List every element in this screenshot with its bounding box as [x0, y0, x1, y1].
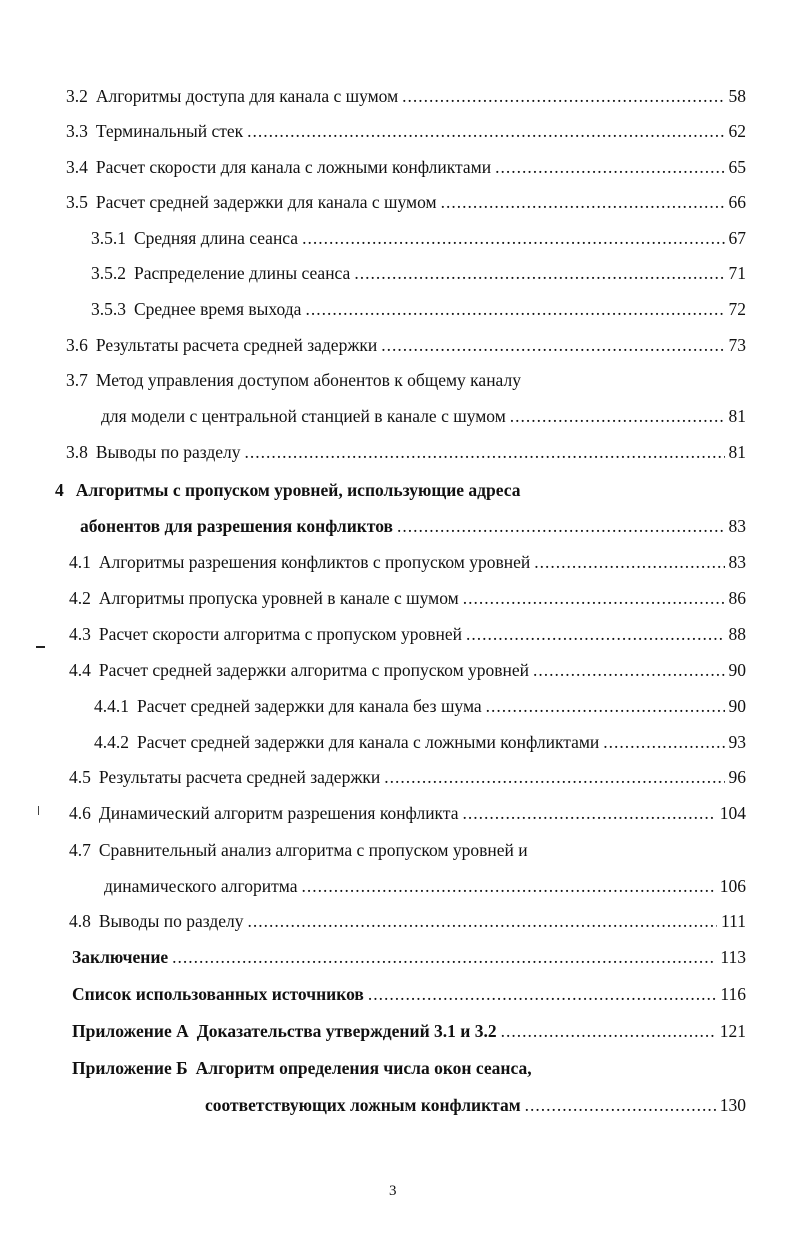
toc-entry-4-cont[interactable] [80, 514, 746, 538]
scan-mark [36, 646, 45, 648]
toc-title: Результаты расчета средней задержки [95, 335, 378, 355]
toc-title: Алгоритмы доступа для канала с шумом [95, 86, 399, 106]
toc-page: 67 [728, 228, 746, 248]
toc-title: Расчет средней задержки алгоритма с пропуском уровней [98, 660, 530, 680]
toc-number: 4.7 [69, 840, 91, 860]
toc-entry-appendix-a[interactable] [72, 1019, 746, 1043]
leader-dots [402, 84, 724, 108]
toc-entry-4-7-cont[interactable] [104, 874, 746, 898]
leader-dots [510, 404, 725, 428]
toc-number: 3.5.3 [91, 299, 126, 319]
toc-page: 93 [728, 732, 746, 752]
toc-title: Расчет средней задержки для канала без шума [137, 696, 482, 716]
toc-number: Приложение А [72, 1021, 189, 1041]
toc-page: 90 [728, 660, 746, 680]
toc-title: Выводы по разделу [95, 442, 241, 462]
toc-page: 113 [720, 947, 746, 967]
toc-title: Алгоритм определения числа окон сеанса, [195, 1058, 532, 1078]
toc-title: Список использованных источников [72, 984, 364, 1004]
toc-page: 121 [719, 1021, 746, 1041]
leader-dots [172, 945, 716, 969]
leader-dots [381, 333, 724, 357]
toc-title: Выводы по разделу [98, 911, 244, 931]
toc-title: Результаты расчета средней задержки [98, 767, 381, 787]
toc-number: 3.5.1 [91, 228, 126, 248]
toc-number: 3.2 [66, 86, 88, 106]
leader-dots [384, 765, 724, 789]
leader-dots [603, 730, 724, 754]
toc-page: 96 [728, 767, 746, 787]
toc-entry-4-4[interactable] [69, 658, 746, 682]
toc-title: Алгоритмы разрешения конфликтов с пропуском уровней [98, 552, 531, 572]
toc-page: 130 [719, 1095, 746, 1115]
toc-entry-3-7[interactable] [66, 368, 746, 392]
toc-title-cont: динамического алгоритма [104, 876, 298, 896]
toc-title: Расчет скорости для канала с ложными конфликтами [95, 157, 492, 177]
toc-title: Алгоритмы с пропуском уровней, использующие адреса [75, 480, 521, 500]
toc-number: 3.4 [66, 157, 88, 177]
toc-page: 83 [728, 516, 746, 536]
toc-entry-4-1[interactable] [69, 550, 746, 574]
toc-page: 111 [721, 911, 746, 931]
toc-entry-3-5-1[interactable] [91, 226, 746, 250]
leader-dots [462, 801, 715, 825]
scan-mark [38, 806, 39, 815]
toc-number: 3.8 [66, 442, 88, 462]
toc-page: 71 [728, 263, 746, 283]
toc-entry-4-5[interactable] [69, 765, 746, 789]
toc-number: 4.1 [69, 552, 91, 572]
toc-entry-appendix-b[interactable] [72, 1056, 746, 1080]
leader-dots [248, 909, 718, 933]
page-number: 3 [389, 1183, 397, 1199]
toc-number: 4.8 [69, 911, 91, 931]
toc-page: 83 [728, 552, 746, 572]
toc-page: 66 [728, 192, 746, 212]
toc-entry-3-5-3[interactable] [91, 297, 746, 321]
toc-entry-3-4[interactable] [66, 155, 746, 179]
toc-entry-references[interactable] [72, 982, 746, 1006]
toc-title-cont: абонентов для разрешения конфликтов [80, 516, 394, 536]
toc-entry-4-4-2[interactable] [94, 730, 746, 754]
toc-page: 81 [728, 406, 746, 426]
leader-dots [534, 550, 724, 574]
toc-number: 4.4.1 [94, 696, 129, 716]
toc-page: 73 [728, 335, 746, 355]
leader-dots [441, 190, 725, 214]
toc-number: 4.4.2 [94, 732, 129, 752]
leader-dots [463, 586, 725, 610]
toc-page: 81 [728, 442, 746, 462]
toc-number: 3.7 [66, 370, 88, 390]
toc-entry-4-8[interactable] [69, 909, 746, 933]
leader-dots [247, 119, 724, 143]
toc-entry-3-2[interactable] [66, 84, 746, 108]
toc-page: 106 [719, 876, 746, 896]
toc-entry-4-4-1[interactable] [94, 694, 746, 718]
toc-number: 4.2 [69, 588, 91, 608]
toc-entry-3-7-cont[interactable] [101, 404, 746, 428]
toc-title: Доказательства утверждений 3.1 и 3.2 [196, 1021, 497, 1041]
toc-entry-3-8[interactable] [66, 440, 746, 464]
toc-number: 3.5 [66, 192, 88, 212]
leader-dots [397, 514, 724, 538]
toc-entry-conclusion[interactable] [72, 945, 746, 969]
toc-title: Среднее время выхода [134, 299, 302, 319]
toc-page: 62 [728, 121, 746, 141]
toc-page: 58 [728, 86, 746, 106]
toc-number: 4.6 [69, 803, 91, 823]
leader-dots [486, 694, 725, 718]
toc-number: 3.5.2 [91, 263, 126, 283]
toc-page: 86 [728, 588, 746, 608]
toc-title: Заключение [72, 947, 169, 967]
toc-entry-4-7[interactable] [69, 838, 746, 862]
toc-page: 88 [728, 624, 746, 644]
toc-title-cont: для модели с центральной станцией в канале с шумом [101, 406, 506, 426]
toc-entry-4-2[interactable] [69, 586, 746, 610]
toc-entry-3-3[interactable] [66, 119, 746, 143]
toc-page: 104 [719, 803, 746, 823]
toc-entry-appendix-b-cont[interactable] [205, 1093, 746, 1117]
toc-title: Распределение длины сеанса [134, 263, 351, 283]
leader-dots [305, 297, 724, 321]
toc-number: 3.3 [66, 121, 88, 141]
toc-title: Динамический алгоритм разрешения конфликта [98, 803, 459, 823]
leader-dots [533, 658, 724, 682]
toc-page: 65 [728, 157, 746, 177]
toc-title: Метод управления доступом абонентов к общему каналу [95, 370, 521, 390]
toc-entry-3-6[interactable] [66, 333, 746, 357]
toc-number: 4.4 [69, 660, 91, 680]
toc-entry-4-3[interactable] [69, 622, 746, 646]
toc-title: Алгоритмы пропуска уровней в канале с шумом [98, 588, 459, 608]
toc-title: Терминальный стек [95, 121, 244, 141]
toc-entry-4-6[interactable] [69, 801, 746, 825]
toc-number: 4.3 [69, 624, 91, 644]
toc-title: Расчет скорости алгоритма с пропуском уровней [98, 624, 462, 644]
leader-dots [354, 261, 724, 285]
leader-dots [245, 440, 725, 464]
toc-title: Расчет средней задержки для канала с шумом [95, 192, 437, 212]
leader-dots [301, 874, 715, 898]
toc-page: 90 [728, 696, 746, 716]
toc-page: 116 [720, 984, 746, 1004]
toc-number: Приложение Б [72, 1058, 188, 1078]
leader-dots [525, 1093, 716, 1117]
toc-title: Сравнительный анализ алгоритма с пропуском уровней и [98, 840, 528, 860]
leader-dots [302, 226, 724, 250]
toc-page: 72 [728, 299, 746, 319]
toc-number: 3.6 [66, 335, 88, 355]
leader-dots [368, 982, 717, 1006]
toc-title-cont: соответствующих ложным конфликтам [205, 1095, 521, 1115]
leader-dots [495, 155, 724, 179]
toc-entry-4[interactable] [55, 478, 745, 502]
toc-entry-3-5-2[interactable] [91, 261, 746, 285]
toc-title: Расчет средней задержки для канала с ложными конфликтами [137, 732, 600, 752]
toc-number: 4.5 [69, 767, 91, 787]
toc-entry-3-5[interactable] [66, 190, 746, 214]
leader-dots [501, 1019, 716, 1043]
toc-title: Средняя длина сеанса [134, 228, 299, 248]
leader-dots [466, 622, 725, 646]
toc-number: 4 [55, 480, 64, 500]
